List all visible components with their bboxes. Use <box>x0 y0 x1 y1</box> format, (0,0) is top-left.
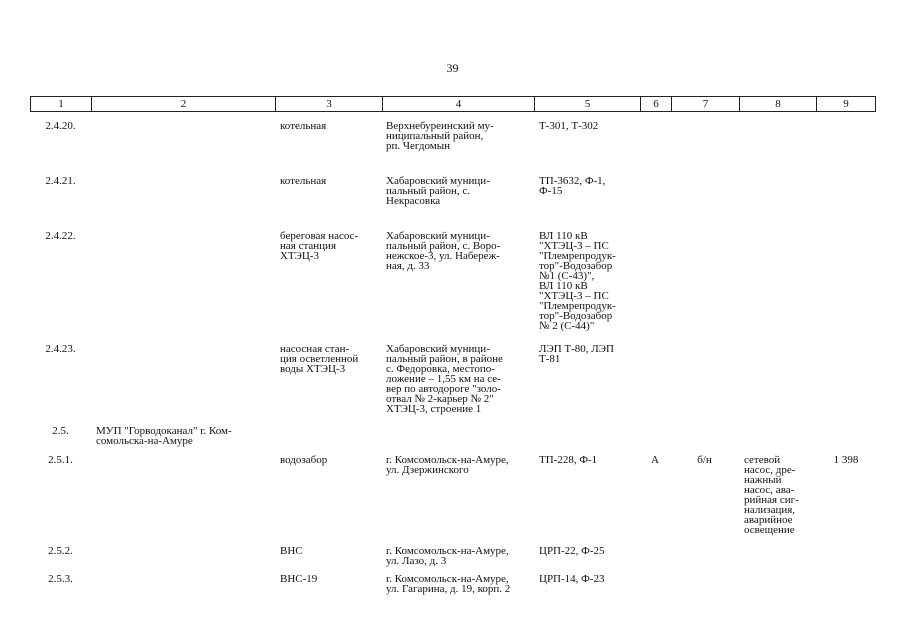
organization-cell: МУП "Горводоканал" г. Ком- сомольска-на-Амуре <box>96 425 232 447</box>
column-header: 8 <box>740 97 817 111</box>
column-header: 2 <box>92 97 276 111</box>
facility-cell: насосная стан- ция осветленной воды ХТЭЦ-3 <box>280 343 359 375</box>
facility-cell: водозабор <box>280 454 328 466</box>
power-line-cell: ТП-3632, Ф-1, Ф-15 <box>539 175 606 197</box>
address-cell: Хабаровский муници- пальный район, в районе с. Федоровка, местопо- ложение – 1,55 км на се- вер по автодороге "золо- отвал № 2-карьер № 2" ХТЭЦ-3, строение 1 <box>386 343 503 415</box>
facility-cell: береговая насос- ная станция ХТЭЦ-3 <box>280 230 359 262</box>
power-line-cell: ЦРП-22, Ф-25 <box>539 545 605 557</box>
facility-cell: котельная <box>280 175 327 187</box>
row-number: 2.5. <box>52 425 69 437</box>
column-header: 7 <box>672 97 740 111</box>
address-cell: Хабаровский муници- пальный район, с. Некрасовка <box>386 175 490 207</box>
power-cell: 1 398 <box>833 454 859 466</box>
power-line-cell: ЛЭП Т-80, ЛЭП Т-81 <box>539 343 614 365</box>
number-cell: б/н <box>697 454 712 466</box>
facility-cell: ВНС-19 <box>280 573 318 585</box>
equipment-cell: сетевой насос, дре- нажный насос, ава- рийная сиг- нализация, аварийное освещение <box>744 454 799 536</box>
category-cell: А <box>651 454 659 466</box>
facility-cell: ВНС <box>280 545 303 557</box>
column-header: 6 <box>641 97 672 111</box>
address-cell: г. Комсомольск-на-Амуре, ул. Лазо, д. 3 <box>386 545 509 567</box>
column-header: 1 <box>31 97 92 111</box>
column-header: 4 <box>383 97 535 111</box>
power-line-cell: ВЛ 110 кВ "ХТЭЦ-3 – ПС "Племрепродук- тор"-Водозабор №1 (С-43)", ВЛ 110 кВ "ХТЭЦ-3 – ПС "Племрепродук- тор"-Водозабор № 2 (С-44)" <box>539 230 616 332</box>
row-number: 2.4.23. <box>45 343 76 355</box>
row-number: 2.4.20. <box>45 120 76 132</box>
column-header: 3 <box>276 97 383 111</box>
column-header: 5 <box>535 97 641 111</box>
power-line-cell: ЦРП-14, Ф-23 <box>539 573 605 585</box>
address-cell: Верхнебуреинский му- ниципальный район, рп. Чегдомын <box>386 120 494 152</box>
column-header: 9 <box>843 98 849 110</box>
row-number: 2.5.2. <box>48 545 73 557</box>
power-line-cell: Т-301, Т-302 <box>539 120 599 132</box>
address-cell: г. Комсомольск-на-Амуре, ул. Гагарина, д. 19, корп. 2 <box>386 573 511 595</box>
facility-cell: котельная <box>280 120 327 132</box>
row-number: 2.5.1. <box>48 454 73 466</box>
page-number: 39 <box>446 61 459 75</box>
address-cell: г. Комсомольск-на-Амуре, ул. Дзержинского <box>386 454 509 476</box>
row-number: 2.5.3. <box>48 573 73 585</box>
row-number: 2.4.21. <box>45 175 76 187</box>
row-number: 2.4.22. <box>45 230 76 242</box>
address-cell: Хабаровский муници- пальный район, с. Воро- нежское-3, ул. Набереж- ная, д. 33 <box>386 230 501 272</box>
power-line-cell: ТП-228, Ф-1 <box>539 454 598 466</box>
